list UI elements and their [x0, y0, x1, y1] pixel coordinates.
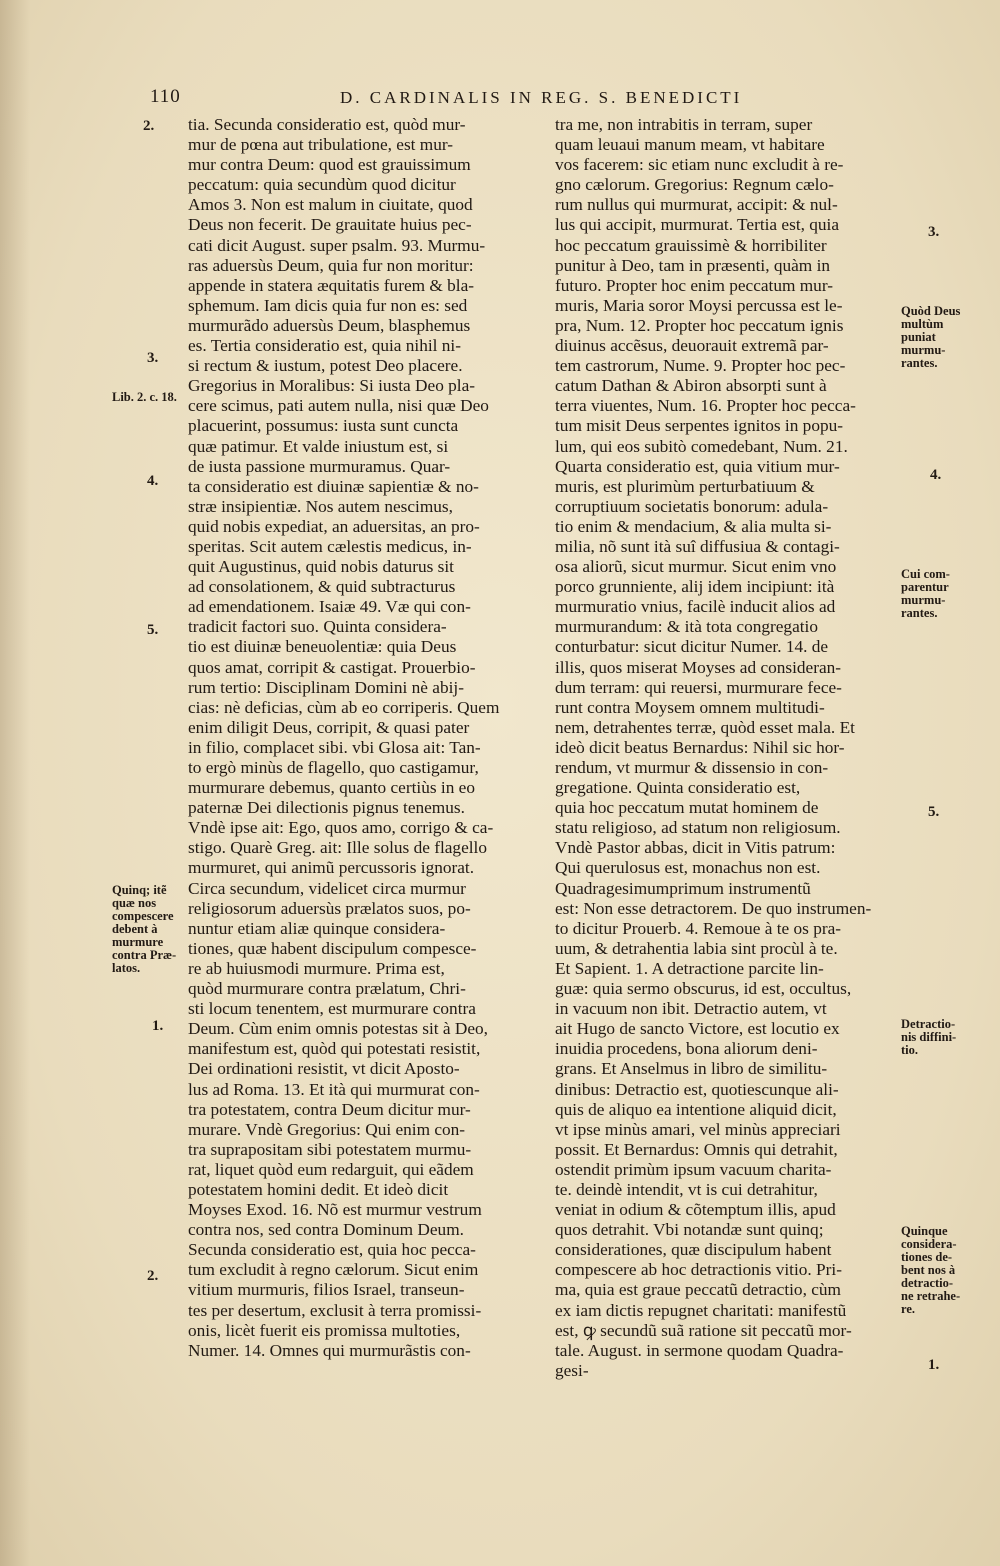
margin-note-line: compescere — [112, 909, 174, 923]
text-line: tio enim & mendacium, & alia multa si- — [555, 516, 832, 536]
text-line: tum excludit à regno cælorum. Sicut enim — [188, 1260, 479, 1280]
text-line: Amos 3. Non est malum in ciuitate, quod — [188, 195, 473, 215]
text-line: grans. Et Anselmus in libro de similitu- — [555, 1059, 828, 1079]
right-text-column — [555, 115, 900, 1381]
text-line: nem, detrahentes terræ, quòd esset mala. Et — [555, 717, 855, 737]
text-line: milia, nõ sunt ità suî diffusiua & contagi- — [555, 536, 840, 556]
margin-number: 5. — [928, 804, 940, 820]
text-line: statu religioso, ad statum non religiosum. — [555, 818, 841, 838]
text-line: rendum, vt murmur & dissensio in con- — [555, 758, 829, 777]
text-line: terra viuentes, Num. 16. Propter hoc pecca- — [555, 396, 856, 416]
margin-note-line: Detractio- — [901, 1017, 956, 1031]
text-line: punitur à Deo, tam in præsenti, quàm in — [555, 255, 831, 275]
margin-note-line: Quòd Deus — [901, 304, 961, 318]
margin-note-line: considera- — [901, 1237, 957, 1251]
text-line: tra me, non intrabitis in terram, super — [555, 115, 813, 134]
text-line: Secunda consideratio est, quia hoc pecca- — [188, 1240, 476, 1260]
text-line: diuinus accẽsus, deuorauit extremã par- — [555, 336, 829, 356]
text-line: Gregorius in Moralibus: Si iusta Deo pla- — [188, 376, 476, 396]
text-line: te. deindè intendit, vt is cui detrahitur, — [555, 1179, 818, 1199]
text-line: quia hoc peccatum mutat hominem de — [555, 798, 819, 818]
text-line: osa aliorũ, sicut murmur. Sicut enim vno — [555, 557, 837, 577]
text-line: vt ipse minùs amari, vel minùs appreciari — [555, 1119, 841, 1139]
text-line: catum Dathan & Abiron absorpti sunt à — [555, 376, 827, 396]
margin-number: 1. — [152, 1018, 164, 1034]
text-line: onis, licèt fuerit eis promissa multoties, — [188, 1320, 461, 1340]
text-line: ex iam dictis repugnet charitati: manifestũ — [555, 1300, 847, 1320]
text-line: quam leuaui manum meam, vt habitare — [555, 135, 825, 155]
text-line: nuntur etiam aliæ quinque considera- — [188, 918, 446, 938]
text-line: ras aduersùs Deum, quia fur non moritur: — [188, 255, 474, 275]
text-line: illis, quos miserat Moyses ad consideran- — [555, 657, 842, 677]
margin-note-lib: Lib. 2. c. 18. — [112, 390, 177, 404]
text-line: dum terram: qui reuersi, murmurare fece- — [555, 677, 842, 697]
text-line: tra potestatem, contra Deum dicitur mur- — [188, 1099, 471, 1119]
margin-note-quinque — [112, 884, 176, 975]
margin-note-line: detractio- — [901, 1276, 954, 1290]
text-line: Vndè Pastor abbas, dicit in Vitis patrum: — [555, 838, 836, 858]
text-line: placuerint, possumus: iusta sunt cuncta — [188, 416, 459, 436]
text-line: tale. August. in sermone quodam Quadra- — [555, 1340, 844, 1360]
text-line: paternæ Dei dilectionis pignus tenemus. — [188, 798, 465, 818]
text-line: veniat in odium & cõtemptum illis, apud — [555, 1200, 836, 1220]
text-line: Dei ordinationi resistit, vt dicit Aposto- — [188, 1059, 460, 1079]
text-line: lus ad Roma. 13. Et ità qui murmurat con- — [188, 1079, 480, 1099]
text-line: quòd murmurare contra prælatum, Chri- — [188, 979, 466, 999]
text-line: Moyses Exod. 16. Nõ est murmur vestrum — [188, 1200, 482, 1220]
text-line: pra, Num. 12. Propter hoc peccatum ignis — [555, 315, 844, 335]
text-line: murare. Vndè Gregorius: Qui enim con- — [188, 1119, 466, 1139]
margin-number: 2. — [143, 118, 155, 134]
text-line: sphemum. Iam dicis quia fur non es: sed — [188, 295, 468, 315]
text-line: lum, qui eos subitò comedebant, Num. 21. — [555, 436, 848, 456]
text-line: to ergò minùs de flagello, quo castigamur, — [188, 758, 479, 777]
text-line: runt contra Moysem omnem multitudi- — [555, 697, 825, 717]
text-line: compescere ab hoc detractionis vitio. Pri- — [555, 1260, 842, 1280]
margin-note-line: multùm — [901, 317, 944, 331]
text-line: vos facerem: sic etiam nunc excludit à re- — [555, 155, 844, 175]
margin-note-line: quæ nos — [112, 896, 157, 910]
text-line: ostendit primùm ipsum vacuum charita- — [555, 1159, 832, 1179]
text-line: futuro. Propter hoc enim peccatum mur- — [555, 275, 833, 295]
text-line: Deus non fecerit. De grauitate huius pec- — [188, 215, 472, 235]
margin-note-cui-comparentur — [901, 568, 950, 620]
text-line: ta consideratio est diuinæ sapientiæ & no- — [188, 476, 479, 496]
text-line: murmuret, qui animũ percussoris ignorat. — [188, 858, 475, 878]
text-line: gesi- — [555, 1360, 589, 1380]
text-line: mur de pœna aut tribulatione, est mur- — [188, 135, 454, 155]
text-line: est: Non esse detractorem. De quo instrumen- — [555, 898, 872, 918]
text-line: Quarta consideratio est, quia vitium mur- — [555, 456, 840, 476]
margin-note-line: bent nos à — [901, 1263, 956, 1277]
text-line: dinibus: Detractio est, quotiescunque ali- — [555, 1079, 839, 1099]
text-line: si rectum & iustum, potest Deo placere. — [188, 356, 463, 376]
text-line: murmurãdo aduersùs Deum, blasphemus — [188, 315, 471, 335]
text-line: manifestum est, quòd qui potestati resistit, — [188, 1039, 481, 1059]
margin-note-quinque-considerationes — [901, 1225, 960, 1316]
text-line: tradicit factori suo. Quinta considera- — [188, 617, 447, 637]
text-line: tio est diuinæ beneuolentiæ: quia Deus — [188, 637, 457, 657]
text-line: Vndè ipse ait: Ego, quos amo, corrigo & ca- — [188, 818, 494, 838]
text-line: cere scimus, pati autem nulla, nisi quæ Deo — [188, 396, 489, 416]
text-line: Qui querulosus est, monachus non est. — [555, 858, 821, 878]
text-line: tes per desertum, exclusit à terra promissi- — [188, 1300, 482, 1320]
text-line: guæ: quia sermo obscurus, id est, occultus, — [555, 979, 852, 999]
margin-note-line: debent à — [112, 922, 158, 936]
margin-number: 3. — [928, 224, 940, 240]
text-line: inuidia procedens, bona aliorum deni- — [555, 1039, 818, 1059]
text-line: tem castrorum, Nume. 9. Propter hoc pec- — [555, 356, 846, 376]
margin-note-line: Quinq; itẽ — [112, 883, 167, 897]
margin-note-line: rantes. — [901, 356, 938, 370]
margin-number: 4. — [147, 473, 159, 489]
text-line: quæ patimur. Et valde iniustum est, si — [188, 436, 449, 456]
text-line: mur contra Deum: quod est grauissimum — [188, 155, 471, 175]
text-line: possit. Et Bernardus: Omnis qui detrahit, — [555, 1139, 838, 1159]
text-line: muris, Maria soror Moysi percussa est le- — [555, 295, 843, 315]
text-line: Circa secundum, videlicet circa murmur — [188, 878, 466, 898]
text-line: Deum. Cùm enim omnis potestas sit à Deo, — [188, 1019, 488, 1039]
text-line: potestatem homini dedit. Et ideò dicit — [188, 1179, 449, 1199]
text-line: tra suprapositam sibi potestatem murmu- — [188, 1139, 472, 1159]
margin-note-line: puniat — [901, 330, 936, 344]
text-line: ma, quia est graue peccatũ detractio, cùm — [555, 1280, 841, 1300]
text-line: ideò dicit beatus Bernardus: Nihil sic hor- — [555, 737, 845, 757]
text-line: stigo. Quarè Greg. ait: Ille solus de flagello — [188, 838, 487, 858]
margin-note-line: contra Præ- — [112, 948, 177, 962]
margin-number: 4. — [930, 467, 942, 483]
text-line: peccatum: quia secundùm quod dicitur — [188, 175, 456, 195]
text-line: ait Hugo de sancto Victore, est locutio ex — [555, 1019, 840, 1039]
text-line: gno cælorum. Gregorius: Regnum cælo- — [555, 175, 834, 195]
text-line: vitium murmuris, filios Israel, transeun- — [188, 1280, 465, 1300]
margin-note-line: ne retrahe- — [901, 1289, 961, 1303]
margin-note-line: murmu- — [901, 343, 946, 357]
text-line: gregatione. Quinta consideratio est, — [555, 778, 801, 798]
margin-number: 1. — [928, 1357, 940, 1373]
text-line: appende in statera æquitatis furem & bla- — [188, 275, 475, 295]
text-line: uum, & detrahentia labia sint procùl à te. — [555, 938, 838, 958]
text-line: considerationes, quæ discipulum habent — [555, 1240, 832, 1260]
text-line: tia. Secunda consideratio est, quòd mur- — [188, 115, 466, 134]
page-number: 110 — [150, 86, 181, 107]
margin-number: 2. — [147, 1268, 159, 1284]
text-line: de iusta passione murmuramus. Quar- — [188, 456, 451, 476]
text-line: quid nobis expediat, an aduersitas, an pro- — [188, 516, 480, 536]
margin-number: 3. — [147, 350, 159, 366]
margin-note-line: re. — [901, 1302, 915, 1316]
text-line: religiosorum aduersùs prælatos suos, po- — [188, 898, 471, 918]
text-line: tiones, quæ habent discipulum compesce- — [188, 938, 477, 958]
margin-note-line: tiones de- — [901, 1250, 953, 1264]
text-line: est, ꝙ secundũ suã ratione sit peccatũ mor- — [555, 1320, 852, 1340]
text-line: murmurare debemus, quanto certiùs in eo — [188, 778, 475, 798]
text-line: ad emendationem. Isaiæ 49. Væ qui con- — [188, 597, 471, 617]
text-line: hoc peccatum grauissimè & horribiliter — [555, 235, 827, 255]
text-line: stræ insipientiæ. Nos autem nescimus, — [188, 496, 453, 516]
margin-note-line: Quinque — [901, 1224, 948, 1238]
margin-number: 5. — [147, 622, 159, 638]
text-line: Et Sapient. 1. A detractione parcite lin- — [555, 958, 824, 978]
text-line: ad consolationem, & quid subtracturus — [188, 577, 456, 597]
page-header — [150, 86, 920, 116]
text-line: cati dicit August. super psalm. 93. Murmu- — [188, 235, 486, 255]
left-text-column — [188, 115, 543, 1361]
text-line: Numer. 14. Omnes qui murmurãstis con- — [188, 1340, 471, 1360]
text-line: quos detrahit. Vbi notandæ sunt quinq; — [555, 1220, 824, 1240]
text-line: porco grunniente, alij idem incipiunt: ità — [555, 577, 835, 597]
margin-note-line: murmu- — [901, 593, 946, 607]
margin-note-detractio — [901, 1018, 956, 1057]
text-line: in vacuum non ibit. Detractio autem, vt — [555, 999, 827, 1019]
text-line: Quadragesimumprimum instrumentũ — [555, 878, 811, 898]
text-line: rat, liquet quòd eum redarguit, qui eãdem — [188, 1159, 474, 1179]
margin-note-line: tio. — [901, 1043, 919, 1057]
text-line: rum tertio: Disciplinam Domini nè abij- — [188, 677, 464, 697]
text-line: murmuratio vnius, facilè inducit alios ad — [555, 597, 836, 617]
page-fold-shadow — [0, 0, 30, 1566]
margin-note-line: Cui com- — [901, 567, 950, 581]
text-line: es. Tertia consideratio est, quia nihil ni- — [188, 336, 461, 356]
text-line: corruptiuum societatis bonorum: adula- — [555, 496, 829, 516]
text-line: quit Augustinus, quid nobis daturus sit — [188, 557, 454, 577]
text-line: to dicitur Prouerb. 4. Remoue à te os pra- — [555, 918, 842, 938]
text-line: cias: nè deficias, cùm ab eo corriperis. Quem — [188, 697, 500, 717]
margin-note-line: latos. — [112, 961, 141, 975]
text-line: quis de aliquo ea intentione aliquid dicit, — [555, 1099, 837, 1119]
text-line: sti locum tenentem, est murmurare contra — [188, 999, 476, 1019]
margin-note-line: rantes. — [901, 606, 938, 620]
running-head: D. CARDINALIS IN REG. S. BENEDICTI — [340, 88, 743, 107]
text-line: lus qui accipit, murmurat. Tertia est, quia — [555, 215, 840, 235]
text-line: in filio, complacet sibi. vbi Glosa ait: Tan- — [188, 737, 481, 757]
text-line: tum misit Deus serpentes ignitos in popu- — [555, 416, 844, 436]
text-line: muris, est plurimùm perturbatiuum & — [555, 476, 815, 496]
margin-note-line: murmure — [112, 935, 164, 949]
text-line: quos amat, corripit & castigat. Prouerbio- — [188, 657, 476, 677]
text-line: murmurandum: & ità tota congregatio — [555, 617, 818, 637]
text-line: re ab huiusmodi murmure. Prima est, — [188, 958, 445, 978]
text-line: conturbatur: sicut dicitur Numer. 14. de — [555, 637, 829, 657]
margin-note-line: nis diffini- — [901, 1030, 957, 1044]
margin-note-deus-puniat — [901, 305, 960, 370]
text-line: rum nullus qui murmurat, accipit: & nul- — [555, 195, 838, 215]
text-line: contra nos, sed contra Dominum Deum. — [188, 1220, 464, 1240]
text-line: speritas. Scit autem cælestis medicus, in- — [188, 536, 472, 556]
margin-note-line: parentur — [901, 580, 949, 594]
text-line: enim diligit Deus, corripit, & quasi pater — [188, 717, 470, 737]
